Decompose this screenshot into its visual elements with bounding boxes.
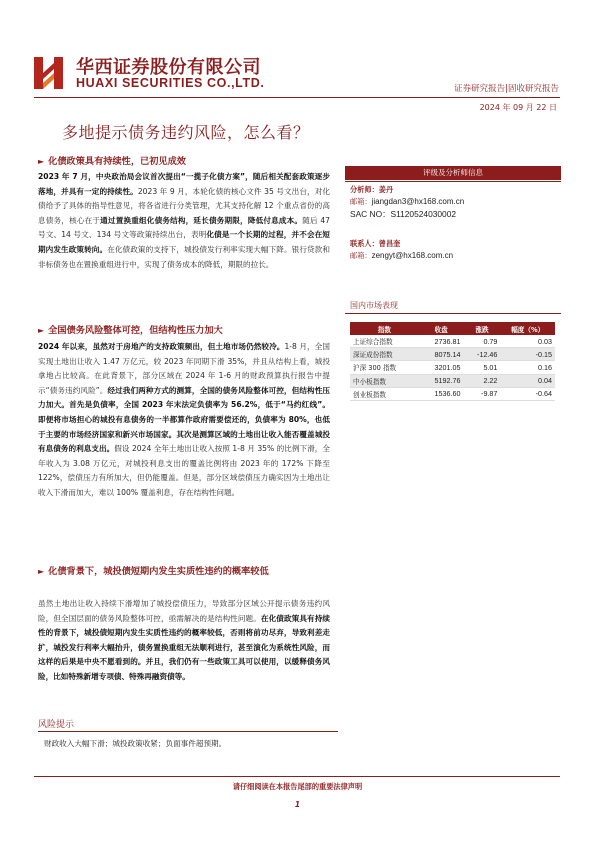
section-heading-3: ► 化债背景下，城投债短期内发生实质性违约的概率较低 (38, 566, 269, 577)
index-close: 5192.76 (419, 374, 464, 387)
index-name: 上证综合指数 (350, 335, 419, 348)
risk-title: 风险提示 (38, 720, 75, 730)
legal-notice[interactable]: 请仔细阅读在本报告尾部的重要法律声明 (232, 782, 363, 791)
market-divider (345, 313, 561, 314)
risk-text: 财政收入大幅下滑；城投政策收紧；负面事件超预期。 (44, 739, 227, 748)
index-change: 2.22 (464, 374, 501, 387)
contact-name: 曾昌奎 (378, 239, 401, 248)
table-row (350, 361, 555, 374)
risk-divider (38, 731, 338, 732)
index-close: 3201.05 (419, 361, 464, 374)
page-title: 多地提示债务违约风险，怎么看？ (62, 123, 310, 142)
index-pct: 0.16 (500, 361, 555, 374)
index-pct: 0.03 (500, 335, 555, 348)
index-pct: -0.15 (500, 348, 555, 361)
report-date: 2024 年 09 月 22 日 (479, 103, 557, 112)
index-pct: -0.64 (500, 387, 555, 400)
triangle-bullet-icon: ► (38, 157, 45, 166)
index-close: 8075.14 (419, 348, 464, 361)
contact-row: 联系人：曾昌奎 (350, 239, 401, 248)
triangle-bullet-icon: ► (38, 326, 45, 335)
index-table (350, 322, 555, 401)
col-header-index: 指数 (350, 322, 419, 335)
section-paragraph-3: 虽然土地出让收入持续下滑增加了城投偿债压力，导致部分区域公开提示债务违约风险，但全国层面的债务风险整体可控，亟需解决的是结构性问题。在化债政策具有持续性的背景下，城投债短期内发生实质性违约的概率较低，否则将前功尽弃，导致利差走扩，城投发行利率大幅抬升，债务置换重组无法顺利进行，甚至演化为系统性风险，而这样的后果是中央不愿看到的。并且，我们仍有一些政策工具可以使用，以缓释债务风险，比如特殊新增专项债、特殊再融资债等。 (38, 599, 331, 681)
logo-icon (34, 53, 64, 93)
section-heading-1: ► 化债政策具有持续性，已初见成效 (38, 156, 186, 167)
col-header-pct: 幅度（%） (500, 322, 555, 335)
index-name: 深证成份指数 (350, 348, 419, 361)
table-row (350, 387, 555, 400)
index-change: 0.79 (464, 335, 501, 348)
table-row (350, 348, 555, 361)
analyst-name: 姜丹 (378, 185, 394, 194)
section-heading-2: ► 全国债务风险整体可控，但结构性压力加大 (38, 325, 223, 336)
index-name: 中小板指数 (350, 374, 419, 387)
col-header-close: 收盘 (419, 322, 464, 335)
index-change: 5.01 (464, 361, 501, 374)
contact-email[interactable]: zengyt@hx168.com.cn (371, 251, 454, 260)
index-name: 创业板指数 (350, 387, 419, 400)
sidebar-header-divider (345, 181, 561, 182)
section-paragraph-1: 2023 年 7 月，中央政治局会议首次提出“一揽子化债方案”，随后相关配套政策逐步落地，并具有一定的持续性。2023 年 9 月，本轮化债的核心文件 35 号文出台，对化债给予了具体的指导性意见，将各省进行分类管理，尤其支持化解 12 个重点省份的高息债务，核心在于通过置换重组化债务结构，延长债务期限，降低付息成本。随后 47 号文、14 号文、134 号文等政策持续出台，表明化债是一个长期的过程，并不会在短期内发生政策转向。在化债政策的支持下，城投债发行利率实现大幅下降。银行贷款和非标债务也在置换重组进行中，实现了债务成本的降低，期限的拉长。 (38, 172, 331, 269)
table-header-row (350, 322, 555, 335)
triangle-bullet-icon: ► (38, 567, 45, 576)
analyst-row: 分析师：姜丹 (350, 185, 394, 194)
market-performance-title: 国内市场表现 (350, 301, 398, 310)
index-change: -12.46 (464, 348, 501, 361)
analyst-email-row: 邮箱：jiangdan3@hx168.com.cn (350, 197, 465, 206)
index-name: 沪深 300 指数 (350, 361, 419, 374)
sac-row: SAC NO：S1120524030002 (350, 209, 457, 219)
sidebar-header: 评级及分析师信息 (345, 166, 561, 180)
index-close: 1536.60 (419, 387, 464, 400)
company-name-en: HUAXI SECURITIES CO.,LTD. (76, 76, 265, 90)
company-name-cn: 华西证券股份有限公司 (76, 57, 261, 78)
table-row (350, 335, 555, 348)
index-pct: 0.04 (500, 374, 555, 387)
index-close: 2736.81 (419, 335, 464, 348)
footer-divider (34, 776, 560, 777)
contact-email-row: 邮箱：zengyt@hx168.com.cn (350, 251, 454, 260)
page-number: 1 (294, 800, 301, 809)
header-divider (34, 97, 560, 98)
analyst-email[interactable]: jiangdan3@hx168.com.cn (371, 197, 465, 206)
report-type-label: 证券研究报告|固收研究报告 (454, 84, 559, 94)
company-logo (34, 53, 64, 93)
col-header-change: 涨跌 (464, 322, 501, 335)
table-row (350, 374, 555, 387)
section-paragraph-2: 2024 年以来，虽然对于房地产的支持政策频出，但土地市场仍然较冷。1-8 月，全国实现土地出让收入 1.47 万亿元，较 2023 年同期下滑 35%，并且从结构上看，城投拿地占比较高。在此背景下，部分区域在 2024 年 1-6 月的财政预算执行报告中提示“债务违约风险”。经过我们两种方式的测算，全国的债务风险整体可控，但结构性压力加大。首先是负债率，全国 2023 年末法定负债率为 56.2%，低于“马约红线”。即便将市场担心的城投有息债务的一半都算作政府需要偿还的，负债率为 80%，也低于主要的市场经济国家和新兴市场国家。其次是测算区域的土地出让收入能否覆盖城投有息债务的利息支出。假设 2024 全年土地出让收入按照 1-8 月 35% 的比例下滑，全年收入为 3.08 万亿元，对城投利息支出的覆盖比例将由 2023 年的 172% 下降至 122%，偿债压力有所加大，但仍能覆盖。但是，部分区域偿债压力确实因为土地出让收入下滑而加大，难以 100% 覆盖利息，存在结构性问题。 (38, 342, 330, 497)
sac-number: S1120524030002 (390, 209, 457, 219)
index-change: -9.87 (464, 387, 501, 400)
